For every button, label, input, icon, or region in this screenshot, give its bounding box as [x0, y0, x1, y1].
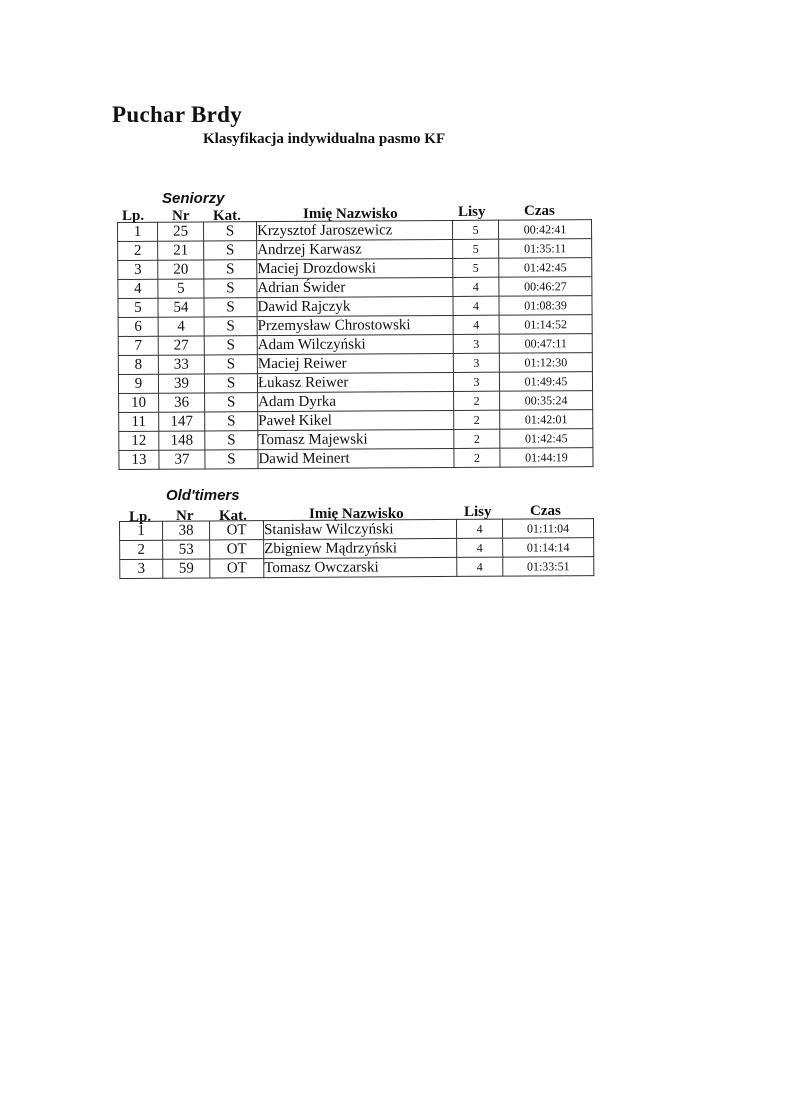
- header-nr: Nr: [172, 208, 190, 224]
- header-lp: Lp.: [129, 509, 152, 525]
- cell-czas: 00:47:11: [499, 334, 592, 354]
- cell-czas: 01:08:39: [499, 296, 592, 316]
- cell-lp: 1: [120, 521, 163, 540]
- results-table-seniorzy: [117, 219, 594, 470]
- cell-lp: 5: [118, 298, 158, 317]
- cell-lisy: 3: [453, 372, 499, 391]
- cell-name: Stanisław Wilczyński: [264, 519, 457, 539]
- table-row: [120, 557, 594, 579]
- cell-czas: 01:42:01: [500, 410, 593, 430]
- cell-kat: S: [205, 412, 258, 431]
- cell-kat: S: [204, 336, 257, 355]
- header-lisy: Lisy: [458, 204, 486, 220]
- cell-czas: 01:42:45: [499, 258, 592, 278]
- cell-lp: 3: [118, 260, 158, 279]
- cell-kat: S: [204, 355, 257, 374]
- cell-lisy: 3: [453, 353, 499, 372]
- cell-lp: 7: [118, 336, 158, 355]
- cell-czas: 01:33:51: [503, 557, 594, 577]
- cell-lp: 8: [118, 355, 158, 374]
- cell-lisy: 2: [454, 429, 500, 448]
- cell-nr: 59: [163, 559, 210, 578]
- header-kat: Kat.: [219, 508, 247, 524]
- cell-nr: 39: [158, 374, 204, 393]
- cell-lisy: 4: [453, 315, 499, 334]
- cell-name: Maciej Drozdowski: [257, 258, 453, 278]
- cell-name: Paweł Kikel: [258, 410, 454, 430]
- header-nr: Nr: [176, 508, 194, 524]
- cell-lisy: 5: [453, 258, 499, 277]
- cell-lp: 2: [118, 241, 158, 260]
- cell-nr: 5: [158, 279, 204, 298]
- cell-czas: 00:42:41: [498, 220, 591, 240]
- cell-lisy: 4: [457, 557, 503, 576]
- cell-czas: 01:12:30: [499, 353, 592, 373]
- header-lisy: Lisy: [464, 504, 492, 520]
- cell-lisy: 4: [456, 519, 502, 538]
- cell-kat: S: [204, 222, 257, 241]
- cell-name: Dawid Meinert: [258, 448, 454, 468]
- cell-kat: S: [205, 450, 258, 469]
- document-title: Puchar Brdy: [112, 102, 243, 127]
- cell-kat: S: [204, 374, 257, 393]
- header-czas: Czas: [530, 503, 561, 519]
- cell-lisy: 4: [453, 296, 499, 315]
- cell-kat: S: [204, 317, 257, 336]
- cell-kat: OT: [210, 559, 264, 578]
- cell-nr: 147: [159, 412, 205, 431]
- cell-name: Tomasz Majewski: [258, 429, 454, 449]
- cell-lp: 10: [119, 393, 159, 412]
- cell-lisy: 4: [453, 277, 499, 296]
- cell-nr: 25: [158, 222, 204, 241]
- cell-kat: S: [204, 298, 257, 317]
- cell-nr: 148: [159, 431, 205, 450]
- cell-kat: S: [204, 260, 257, 279]
- cell-lp: 11: [119, 412, 159, 431]
- cell-lisy: 2: [454, 448, 500, 467]
- header-czas: Czas: [524, 203, 555, 219]
- cell-name: Adrian Świder: [257, 277, 453, 297]
- section-title-oldtimers: Old'timers: [166, 487, 240, 504]
- section-title-seniorzy: Seniorzy: [162, 190, 225, 207]
- cell-kat: S: [205, 393, 258, 412]
- table-row: [119, 448, 593, 470]
- cell-name: Przemysław Chrostowski: [257, 315, 453, 335]
- cell-lp: 6: [118, 317, 158, 336]
- cell-czas: 01:14:52: [499, 315, 592, 335]
- cell-name: Łukasz Reiwer: [257, 372, 453, 392]
- cell-lisy: 5: [453, 239, 499, 258]
- cell-czas: 01:14:14: [503, 538, 594, 558]
- cell-name: Andrzej Karwasz: [257, 239, 453, 259]
- cell-lisy: 2: [454, 391, 500, 410]
- cell-czas: 01:11:04: [502, 519, 593, 539]
- cell-nr: 33: [158, 355, 204, 374]
- cell-name: Krzysztof Jaroszewicz: [257, 220, 453, 240]
- cell-kat: S: [204, 279, 257, 298]
- document-subtitle: Klasyfikacja indywidualna pasmo KF: [203, 131, 446, 147]
- cell-lisy: 3: [453, 334, 499, 353]
- cell-name: Adam Dyrka: [258, 391, 454, 411]
- cell-lp: 12: [119, 431, 159, 450]
- cell-nr: 37: [159, 450, 205, 469]
- cell-czas: 00:35:24: [500, 391, 593, 411]
- cell-nr: 38: [163, 521, 210, 540]
- cell-name: Maciej Reiwer: [257, 353, 453, 373]
- cell-lp: 3: [120, 559, 163, 578]
- cell-czas: 00:46:27: [499, 277, 592, 297]
- header-kat: Kat.: [213, 208, 241, 224]
- cell-name: Zbigniew Mądrzyński: [264, 538, 457, 558]
- cell-nr: 27: [158, 336, 204, 355]
- cell-nr: 36: [159, 393, 205, 412]
- cell-lisy: 4: [457, 538, 503, 557]
- cell-name: Dawid Rajczyk: [257, 296, 453, 316]
- cell-czas: 01:44:19: [500, 448, 593, 468]
- cell-nr: 21: [158, 241, 204, 260]
- cell-kat: S: [205, 431, 258, 450]
- cell-lisy: 5: [452, 220, 498, 239]
- cell-lp: 9: [118, 374, 158, 393]
- cell-kat: S: [204, 241, 257, 260]
- cell-czas: 01:49:45: [499, 372, 592, 392]
- header-lp: Lp.: [122, 208, 145, 224]
- cell-czas: 01:42:45: [500, 429, 593, 449]
- cell-nr: 20: [158, 260, 204, 279]
- cell-lp: 13: [119, 450, 159, 469]
- header-name: Imię Nazwisko: [309, 506, 404, 522]
- cell-lp: 4: [118, 279, 158, 298]
- cell-nr: 4: [158, 317, 204, 336]
- cell-kat: OT: [210, 521, 264, 540]
- cell-name: Adam Wilczyński: [257, 334, 453, 354]
- cell-lp: 1: [118, 222, 158, 241]
- header-name: Imię Nazwisko: [303, 206, 398, 222]
- cell-nr: 54: [158, 298, 204, 317]
- cell-kat: OT: [210, 540, 264, 559]
- cell-nr: 53: [163, 540, 210, 559]
- cell-lp: 2: [120, 540, 163, 559]
- cell-name: Tomasz Owczarski: [264, 557, 457, 577]
- results-table-oldtimers: [119, 518, 594, 579]
- cell-lisy: 2: [454, 410, 500, 429]
- cell-czas: 01:35:11: [499, 239, 592, 259]
